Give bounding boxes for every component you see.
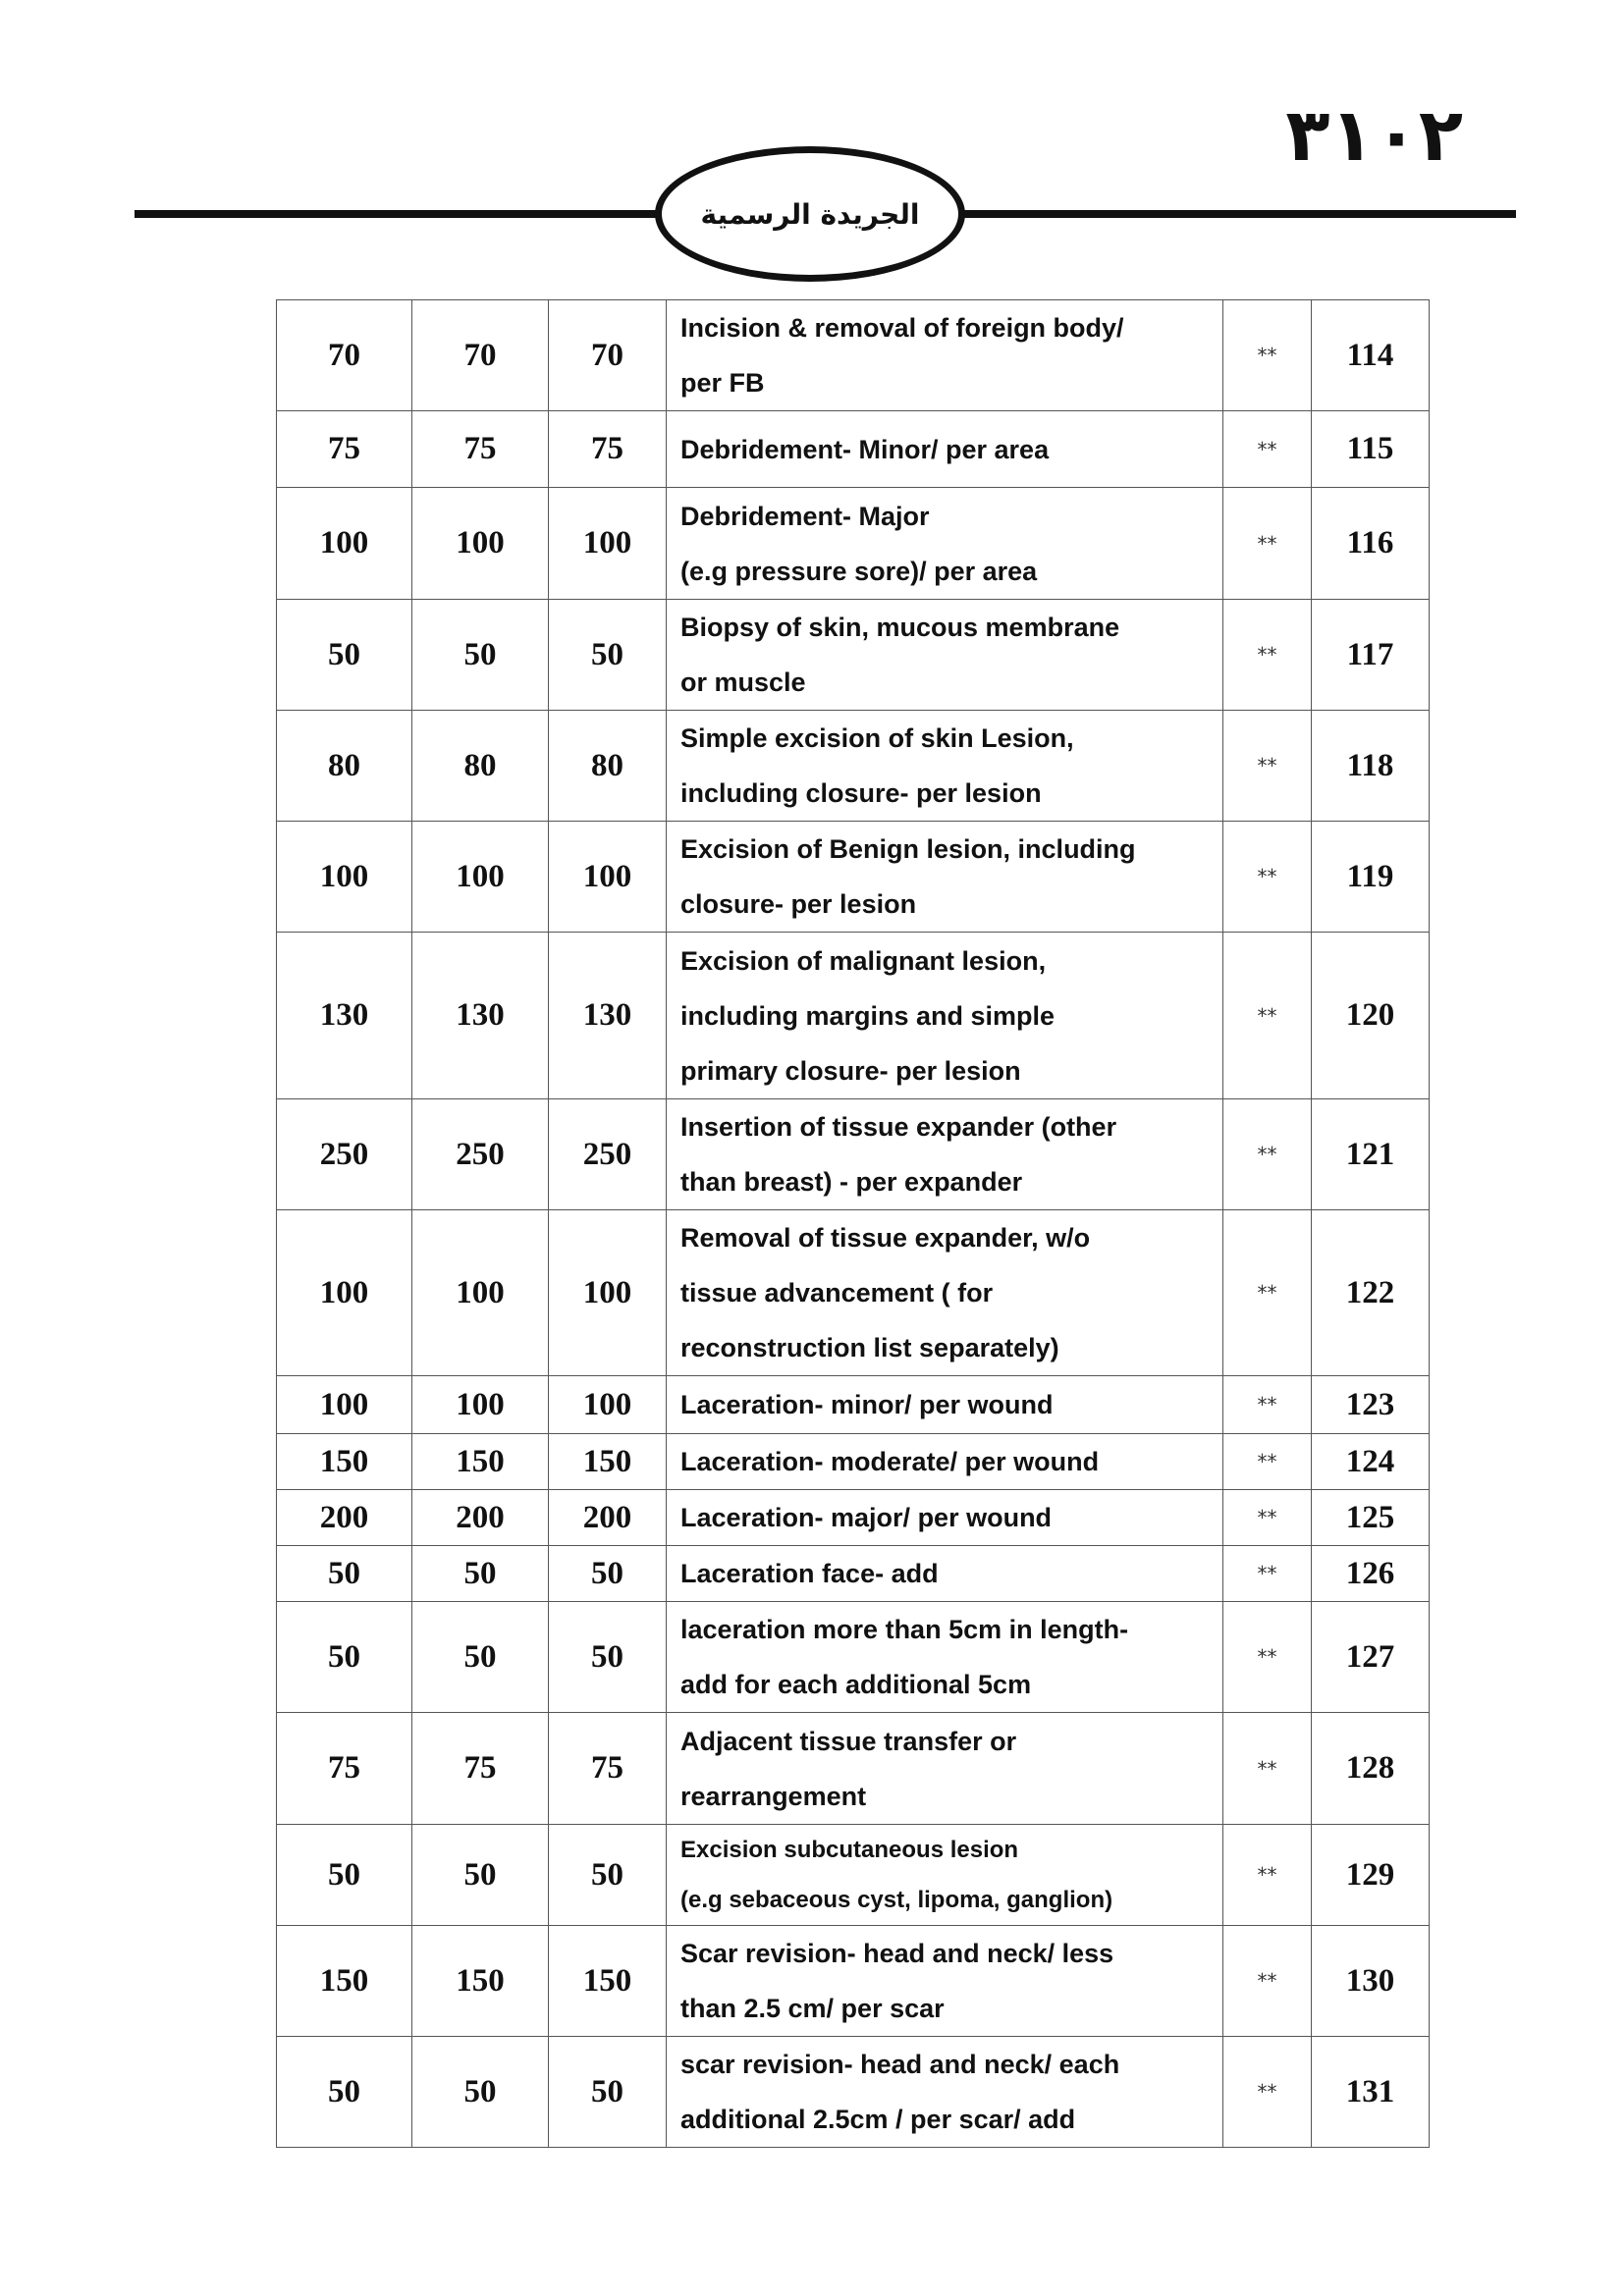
table-row xyxy=(277,711,1430,822)
fee-cell-3: 50 xyxy=(549,2037,667,2148)
code-cell: 130 xyxy=(1312,1926,1430,2037)
procedure-description xyxy=(667,1210,1223,1376)
table-row xyxy=(277,300,1430,411)
mark-cell: ** xyxy=(1223,2037,1312,2148)
mark-cell: ** xyxy=(1223,1434,1312,1490)
fee-cell-2: 75 xyxy=(412,411,549,488)
description-line: than breast) - per expander xyxy=(680,1167,1023,1197)
description-line: Removal of tissue expander, w/o xyxy=(680,1223,1091,1253)
table-row xyxy=(277,822,1430,933)
description-line: (e.g pressure sore)/ per area xyxy=(680,556,1038,586)
mark-cell: ** xyxy=(1223,1099,1312,1210)
procedure-description xyxy=(667,711,1223,822)
fee-cell-3: 100 xyxy=(549,488,667,600)
procedure-description xyxy=(667,300,1223,411)
header-rule-right xyxy=(958,210,1516,218)
procedure-description xyxy=(667,488,1223,600)
description-line: Insertion of tissue expander (other xyxy=(680,1112,1117,1142)
fee-cell-3: 150 xyxy=(549,1926,667,2037)
mark-cell: ** xyxy=(1223,1713,1312,1825)
procedure-description xyxy=(667,1490,1223,1546)
fee-cell-2: 100 xyxy=(412,488,549,600)
table-row xyxy=(277,1713,1430,1825)
procedure-description xyxy=(667,1926,1223,2037)
code-cell: 117 xyxy=(1312,600,1430,711)
code-cell: 125 xyxy=(1312,1490,1430,1546)
fee-cell-1: 50 xyxy=(277,1602,412,1713)
page-number: ٣١٠٢ xyxy=(1285,93,1463,178)
description-line: Excision of malignant lesion, xyxy=(680,945,1047,976)
fee-cell-1: 100 xyxy=(277,488,412,600)
procedure-description xyxy=(667,600,1223,711)
procedure-description xyxy=(667,411,1223,488)
code-cell: 121 xyxy=(1312,1099,1430,1210)
fee-cell-1: 200 xyxy=(277,1490,412,1546)
table-row xyxy=(277,488,1430,600)
description-line: Excision subcutaneous lesion xyxy=(680,1837,1019,1863)
fee-cell-3: 70 xyxy=(549,300,667,411)
fee-cell-3: 150 xyxy=(549,1434,667,1490)
fee-cell-2: 100 xyxy=(412,822,549,933)
table-row xyxy=(277,1376,1430,1434)
gazette-title-oval xyxy=(655,146,965,282)
code-cell: 118 xyxy=(1312,711,1430,822)
fee-cell-3: 100 xyxy=(549,1210,667,1376)
gazette-title: الجريدة الرسمية xyxy=(700,197,920,231)
fee-cell-3: 50 xyxy=(549,600,667,711)
description-line: rearrangement xyxy=(680,1781,867,1811)
procedure-description xyxy=(667,1376,1223,1434)
description-line: Incision & removal of foreign body/ xyxy=(680,313,1124,343)
fee-cell-3: 50 xyxy=(549,1602,667,1713)
description-line: Excision of Benign lesion, including xyxy=(680,834,1136,864)
fee-cell-2: 100 xyxy=(412,1210,549,1376)
fee-cell-1: 250 xyxy=(277,1099,412,1210)
procedure-description xyxy=(667,1546,1223,1602)
description-line: including margins and simple xyxy=(680,1000,1056,1031)
description-line: or muscle xyxy=(680,667,806,697)
mark-cell: ** xyxy=(1223,1376,1312,1434)
fee-cell-1: 100 xyxy=(277,1210,412,1376)
table-row xyxy=(277,411,1430,488)
description-line: scar revision- head and neck/ each xyxy=(680,2050,1120,2079)
description-line: Debridement- Major xyxy=(680,501,930,531)
fee-cell-1: 75 xyxy=(277,1713,412,1825)
code-cell: 115 xyxy=(1312,411,1430,488)
description-line: Adjacent tissue transfer or xyxy=(680,1726,1017,1756)
description-line: add for each additional 5cm xyxy=(680,1670,1032,1699)
description-line: Laceration- minor/ per wound xyxy=(680,1390,1054,1419)
description-line: Debridement- Minor/ per area xyxy=(680,434,1050,464)
fee-cell-3: 250 xyxy=(549,1099,667,1210)
mark-cell: ** xyxy=(1223,488,1312,600)
mark-cell: ** xyxy=(1223,1210,1312,1376)
fee-cell-2: 80 xyxy=(412,711,549,822)
code-cell: 120 xyxy=(1312,933,1430,1099)
procedure-description xyxy=(667,1825,1223,1926)
code-cell: 129 xyxy=(1312,1825,1430,1926)
description-line: laceration more than 5cm in length- xyxy=(680,1615,1129,1644)
code-cell: 123 xyxy=(1312,1376,1430,1434)
code-cell: 119 xyxy=(1312,822,1430,933)
fee-cell-2: 50 xyxy=(412,1825,549,1926)
description-line: tissue advancement ( for xyxy=(680,1278,994,1308)
description-line: Laceration- moderate/ per wound xyxy=(680,1447,1100,1476)
fee-cell-1: 80 xyxy=(277,711,412,822)
code-cell: 126 xyxy=(1312,1546,1430,1602)
mark-cell: ** xyxy=(1223,711,1312,822)
description-line: Laceration face- add xyxy=(680,1559,939,1588)
fee-cell-1: 100 xyxy=(277,1376,412,1434)
fee-table xyxy=(276,299,1430,2148)
mark-cell: ** xyxy=(1223,822,1312,933)
description-line: primary closure- per lesion xyxy=(680,1055,1021,1086)
mark-cell: ** xyxy=(1223,1490,1312,1546)
table-row xyxy=(277,1546,1430,1602)
table-row xyxy=(277,933,1430,1099)
table-row xyxy=(277,1434,1430,1490)
fee-cell-3: 130 xyxy=(549,933,667,1099)
mark-cell: ** xyxy=(1223,933,1312,1099)
description-line: Simple excision of skin Lesion, xyxy=(680,723,1074,753)
description-line: Biopsy of skin, mucous membrane xyxy=(680,613,1120,642)
procedure-description xyxy=(667,1099,1223,1210)
fee-cell-3: 50 xyxy=(549,1825,667,1926)
procedure-description xyxy=(667,1434,1223,1490)
mark-cell: ** xyxy=(1223,411,1312,488)
mark-cell: ** xyxy=(1223,1546,1312,1602)
fee-cell-3: 80 xyxy=(549,711,667,822)
table-row xyxy=(277,1926,1430,2037)
fee-cell-3: 100 xyxy=(549,1376,667,1434)
description-line: Scar revision- head and neck/ less xyxy=(680,1939,1114,1968)
description-line: additional 2.5cm / per scar/ add xyxy=(680,2105,1076,2134)
fee-cell-3: 100 xyxy=(549,822,667,933)
fee-cell-2: 50 xyxy=(412,2037,549,2148)
code-cell: 116 xyxy=(1312,488,1430,600)
description-line: reconstruction list separately) xyxy=(680,1333,1059,1362)
fee-cell-2: 130 xyxy=(412,933,549,1099)
procedure-description xyxy=(667,2037,1223,2148)
fee-cell-1: 50 xyxy=(277,1546,412,1602)
mark-cell: ** xyxy=(1223,600,1312,711)
table-row xyxy=(277,2037,1430,2148)
mark-cell: ** xyxy=(1223,300,1312,411)
fee-cell-2: 250 xyxy=(412,1099,549,1210)
table-row xyxy=(277,1490,1430,1546)
fee-cell-1: 50 xyxy=(277,2037,412,2148)
fee-cell-2: 50 xyxy=(412,1546,549,1602)
fee-cell-3: 200 xyxy=(549,1490,667,1546)
fee-cell-2: 100 xyxy=(412,1376,549,1434)
table-row xyxy=(277,1210,1430,1376)
fee-cell-2: 50 xyxy=(412,1602,549,1713)
fee-cell-2: 50 xyxy=(412,600,549,711)
description-line: per FB xyxy=(680,368,765,398)
procedure-description xyxy=(667,1713,1223,1825)
fee-cell-2: 75 xyxy=(412,1713,549,1825)
code-cell: 128 xyxy=(1312,1713,1430,1825)
mark-cell: ** xyxy=(1223,1602,1312,1713)
fee-cell-1: 150 xyxy=(277,1434,412,1490)
table-row xyxy=(277,1825,1430,1926)
fee-cell-1: 100 xyxy=(277,822,412,933)
mark-cell: ** xyxy=(1223,1926,1312,2037)
description-line: than 2.5 cm/ per scar xyxy=(680,1994,945,2023)
fee-cell-1: 130 xyxy=(277,933,412,1099)
table-row xyxy=(277,1099,1430,1210)
code-cell: 127 xyxy=(1312,1602,1430,1713)
code-cell: 122 xyxy=(1312,1210,1430,1376)
header-rule-left xyxy=(135,210,665,218)
fee-cell-2: 150 xyxy=(412,1434,549,1490)
procedure-description xyxy=(667,822,1223,933)
fee-cell-1: 150 xyxy=(277,1926,412,2037)
code-cell: 114 xyxy=(1312,300,1430,411)
fee-cell-3: 50 xyxy=(549,1546,667,1602)
fee-cell-2: 200 xyxy=(412,1490,549,1546)
mark-cell: ** xyxy=(1223,1825,1312,1926)
code-cell: 124 xyxy=(1312,1434,1430,1490)
fee-cell-2: 70 xyxy=(412,300,549,411)
fee-cell-1: 75 xyxy=(277,411,412,488)
procedure-description xyxy=(667,933,1223,1099)
description-line: including closure- per lesion xyxy=(680,778,1042,808)
description-line: Laceration- major/ per wound xyxy=(680,1503,1053,1532)
description-line: closure- per lesion xyxy=(680,889,917,919)
fee-cell-2: 150 xyxy=(412,1926,549,2037)
table-row xyxy=(277,1602,1430,1713)
fee-cell-1: 50 xyxy=(277,600,412,711)
table-row xyxy=(277,600,1430,711)
procedure-description xyxy=(667,1602,1223,1713)
fee-cell-1: 50 xyxy=(277,1825,412,1926)
code-cell: 131 xyxy=(1312,2037,1430,2148)
fee-cell-3: 75 xyxy=(549,411,667,488)
fee-cell-3: 75 xyxy=(549,1713,667,1825)
fee-cell-1: 70 xyxy=(277,300,412,411)
description-line: (e.g sebaceous cyst, lipoma, ganglion) xyxy=(680,1887,1113,1913)
